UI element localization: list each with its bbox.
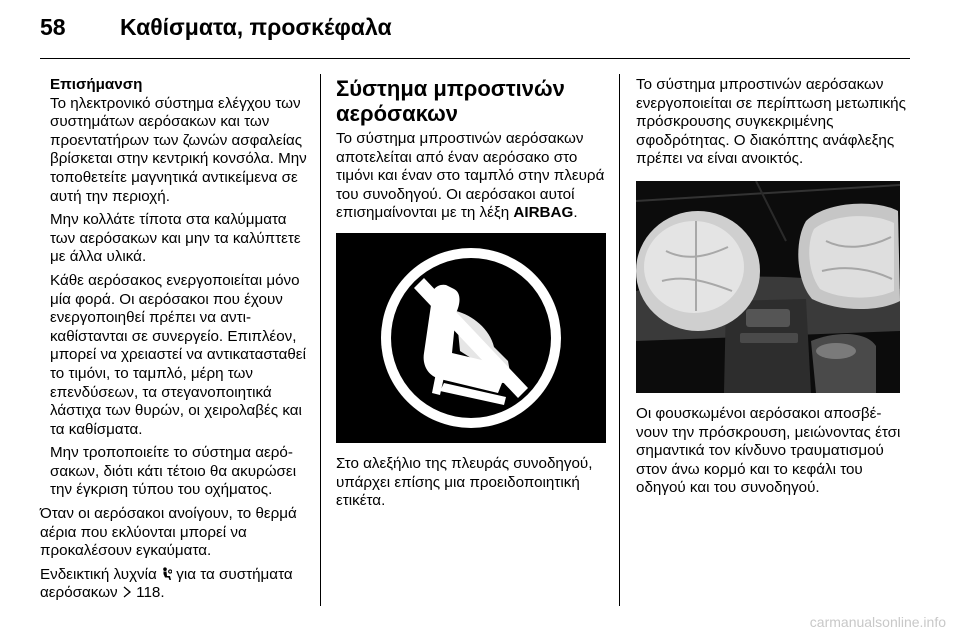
system-text-end: .	[573, 204, 578, 222]
note-paragraph-3: Κάθε αερόσακος ενεργοποιείται μόνο μία φορά. Οι αερόσακοι που έχουν ενεργοποιηθεί πρέπει να αντικαθίστανται σε συνεργείο. Επιπλέον, μπορεί να χρειαστεί να αντικατασταθεί το τιμόνι, το ταμπλό, μέρη των επενδύσεων, τα στεγανοποιητικά λάστιχα των θυρών, οι χειρολαβές και τα καθίσματα.	[50, 271, 306, 438]
paragraph-burns: Όταν οι αερόσακοι ανοίγουν, το θερμά αέρια που εκλύονται μπορεί να προκαλέσουν εγκαύματα.	[40, 505, 297, 560]
lamp-text-prefix: Ενδεικτική λυχνία	[40, 565, 157, 583]
page-title: Καθίσματα, προσκέφαλα	[120, 14, 392, 40]
page-reference-arrow-icon	[122, 584, 132, 601]
airbag-label: AIRBAG	[513, 204, 574, 222]
page-header	[40, 14, 920, 44]
section-heading: Σύστημα μπροστινών αερόσακων	[336, 76, 565, 126]
paragraph-sun-visor: Στο αλεξήλιο της πλευράς συνοδηγού, υπάρχει επίσης μια προειδοποιητική ετικέτα.	[336, 454, 593, 510]
page-reference-link[interactable]: 118.	[136, 584, 165, 602]
no-child-seat-icon	[336, 233, 606, 443]
column-divider-2	[619, 74, 620, 606]
paragraph-system-description	[336, 130, 606, 223]
column-3	[636, 76, 906, 503]
column-1	[40, 76, 308, 608]
airbag-warning-icon	[161, 566, 172, 583]
column-2	[336, 76, 606, 516]
note-block	[40, 76, 308, 500]
deployed-airbags-image	[636, 181, 900, 393]
system-text: Το σύστημα μπροστινών αερόσακων αποτελείται από έναν αερόσακο στο τιμόνι και έναν στο ταμπλό στην πλευρά του συνοδηγού. Οι αερόσακοι αυτοί επισημαίνονται με τη λέξη	[336, 130, 605, 222]
paragraph-warning-lamp	[40, 566, 308, 603]
note-paragraph-4: Μην τροποποιείτε το σύστημα αερόσακων, διότι κάτι τέτοιο θα ακυρώσει την έγκριση τύπου του οχήματος.	[50, 444, 297, 499]
child-seat-prohibition-image	[336, 233, 606, 443]
watermark: carmanualsonline.info	[809, 614, 946, 630]
header-rule	[40, 58, 910, 59]
page-number: 58	[40, 14, 66, 40]
paragraph-injury-reduction: Οι φουσκωμένοι αερόσακοι αποσβένουν την πρόσκρουση, μειώνοντας έτσι σημαντικά τον κίνδυνο τραυματισμού στον άνω κορμό και το κεφάλι του οδηγού και του συνοδηγού.	[636, 404, 901, 497]
note-heading: Επισήμανση	[50, 76, 143, 93]
paragraph-activation: Το σύστημα μπροστινών αερόσακων ενεργοποιείται σε περίπτωση μετωπικής πρόσκρουσης συγκεκριμένης σφοδρότητας. Ο διακόπτης ανάφλεξης πρέπει να είναι ανοικτός.	[636, 76, 906, 168]
inflated-airbags-illustration	[636, 181, 900, 393]
lamp-text-mid: για τα συστήματα αερόσακων	[40, 565, 293, 602]
note-paragraph-1: Το ηλεκτρονικό σύστημα ελέγχου των συστημάτων αερόσακων και των προεντατήρων των ζωνών ασφαλείας βρίσκεται στην κεντρική κονσόλα. Μην τοποθετείτε μαγνητικά αντικείμενα σε αυτή την περιοχή.	[50, 94, 307, 205]
column-divider-1	[320, 74, 321, 606]
note-paragraph-2: Μην κολλάτε τίποτα στα καλύμματα των αερόσακων και μην τα καλύπτετε με άλλα υλικά.	[50, 211, 301, 266]
